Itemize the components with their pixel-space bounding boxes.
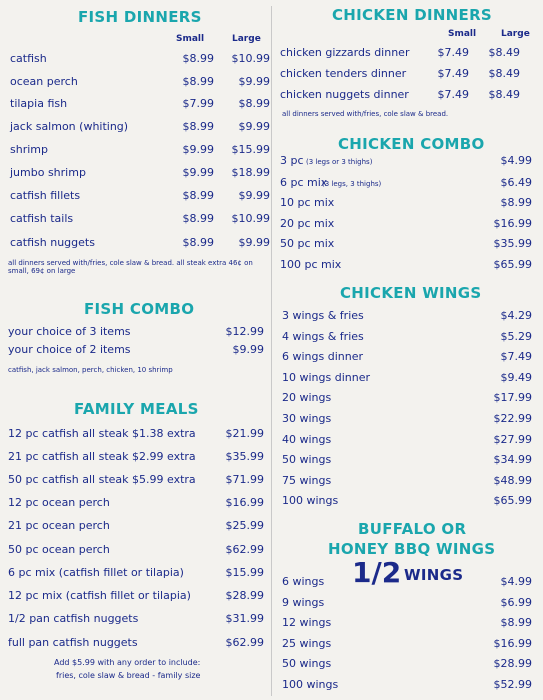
item-name: 50 pc catfish all steak $5.99 extra [8,473,196,486]
menu-item-row [8,636,264,650]
family-meals-title: FAMILY MEALS [74,400,199,418]
item-name: 12 wings [282,616,332,629]
price: $4.29 [500,309,532,322]
item-name: 6 pc mix (catfish fillet or tilapia) [8,566,184,579]
family-note-line1: Add $5.99 with any order to include: [54,658,201,667]
item-name: 100 pc mix [280,258,342,271]
price: $65.99 [493,494,532,507]
menu-item-row [280,258,532,272]
item-name: 20 pc mix [280,217,335,230]
chicken-dinners-note: all dinners served with/fries, cole slaw & bread. [282,110,449,118]
menu-item-row [282,391,532,405]
item-name: chicken nuggets dinner [280,88,409,101]
item-name: 50 wings [282,453,332,466]
item-name: chicken tenders dinner [280,67,407,80]
price-large: $8.49 [488,88,520,101]
item-name: 21 pc catfish all steak $2.99 extra [8,450,196,463]
menu-item-row [8,566,264,580]
price: $5.29 [500,330,532,343]
price-small: $7.49 [437,67,469,80]
item-detail: (3 legs, 3 thighs) [322,180,382,188]
price: $16.99 [493,217,532,230]
menu-item-row [8,450,264,464]
fish-large-header: Large [232,34,261,44]
price: $52.99 [493,678,532,691]
menu-item-row [10,189,270,203]
item-name: catfish tails [10,212,74,225]
menu-item-row [282,657,532,671]
item-name: ocean perch [10,75,78,88]
item-name: 3 pc [280,154,304,167]
price: $28.99 [493,657,532,670]
item-name: jumbo shrimp [10,166,86,179]
menu-item-row [282,596,532,610]
price: $6.99 [500,596,532,609]
price-large: $9.99 [238,75,270,88]
fish-dinners-note: all dinners served with/fries, cole slaw & bread. all steak extra 46¢ on small, 69¢ on large [8,259,253,275]
price: $35.99 [493,237,532,250]
menu-item-row [282,309,532,323]
price: $27.99 [493,433,532,446]
menu-item-row [8,496,264,510]
menu-item-row [282,433,532,447]
item-name: 25 wings [282,637,332,650]
menu-item-row [8,612,264,626]
chicken-small-header: Small [448,29,477,39]
price: $4.99 [500,154,532,167]
item-name: jack salmon (whiting) [10,120,129,133]
menu-item-row [8,589,264,603]
item-name: your choice of 3 items [8,325,131,338]
item-name: 12 pc ocean perch [8,496,110,509]
chicken-large-header: Large [501,29,530,39]
price-large: $8.49 [488,46,520,59]
price-large: $8.49 [488,67,520,80]
price-small: $7.99 [182,97,214,110]
menu-item-row [10,212,270,226]
price: $71.99 [225,473,264,486]
price: $62.99 [225,636,264,649]
price-large: $9.99 [238,189,270,202]
menu-item-row [10,166,270,180]
menu-item-row [10,143,270,157]
price: $8.99 [500,196,532,209]
price-large: $8.99 [238,97,270,110]
chicken-dinners-title: CHICKEN DINNERS [332,6,493,24]
item-name: chicken gizzards dinner [280,46,410,59]
item-name: 100 wings [282,678,339,691]
item-name: your choice of 2 items [8,343,131,356]
menu-item-row [280,196,532,210]
chicken-wings-title: CHICKEN WINGS [340,284,482,302]
menu-item-row [282,371,532,385]
item-name: 4 wings & fries [282,330,364,343]
price-small: $8.99 [182,52,214,65]
item-name: 50 wings [282,657,332,670]
price-large: $9.99 [238,236,270,249]
price-small: $8.99 [182,120,214,133]
price-small: $9.99 [182,166,214,179]
price: $21.99 [225,427,264,440]
price-large: $10.99 [231,52,270,65]
price-large: $10.99 [231,212,270,225]
price-small: $7.49 [437,46,469,59]
price-small: $9.99 [182,143,214,156]
item-name: 30 wings [282,412,332,425]
menu-item-row [10,52,270,66]
menu-item-row [10,236,270,250]
price: $65.99 [493,258,532,271]
item-name: 6 wings dinner [282,350,364,363]
item-name: 40 wings [282,433,332,446]
price: $15.99 [225,566,264,579]
fish-small-header: Small [176,34,205,44]
menu-item-row [280,176,532,190]
price: $28.99 [225,589,264,602]
menu-item-row [282,453,532,467]
family-note-line2: fries, cole slaw & bread - family size [56,671,201,680]
buffalo-title-line2: HONEY BBQ WINGS [328,540,496,558]
fish-combo-title: FISH COMBO [84,300,195,318]
item-name: 6 wings [282,575,325,588]
buffalo-title-line1: BUFFALO OR [358,520,467,538]
item-name: catfish [10,52,47,65]
menu-item-row [280,217,532,231]
fish-combo-note: catfish, jack salmon, perch, chicken, 10 shrimp [8,366,173,374]
price: $8.99 [500,616,532,629]
menu-item-row [10,97,270,111]
fish-dinners-title: FISH DINNERS [78,8,202,26]
price: $9.99 [232,343,264,356]
item-name: 3 wings & fries [282,309,364,322]
price: $16.99 [225,496,264,509]
menu-item-row [282,616,532,630]
item-name: full pan catfish nuggets [8,636,138,649]
price: $35.99 [225,450,264,463]
item-name: 6 pc mix [280,176,328,189]
price: $34.99 [493,453,532,466]
menu-item-row [282,412,532,426]
menu-item-row [8,343,264,357]
menu-item-row [8,427,264,441]
menu-item-row [280,154,532,168]
price: $25.99 [225,519,264,532]
menu-item-row [282,330,532,344]
item-name: tilapia fish [10,97,68,110]
item-detail: (3 legs or 3 thighs) [306,158,373,166]
price: $6.49 [500,176,532,189]
menu-item-row [282,350,532,364]
price-small: $8.99 [182,189,214,202]
price: $17.99 [493,391,532,404]
price: $4.99 [500,575,532,588]
price: $9.49 [500,371,532,384]
item-name: 20 wings [282,391,332,404]
item-name: 100 wings [282,494,339,507]
item-name: catfish nuggets [10,236,95,249]
menu-item-row [8,543,264,557]
price: $12.99 [225,325,264,338]
menu-item-row [8,473,264,487]
menu-item-row [282,575,532,589]
item-name: catfish fillets [10,189,81,202]
price-small: $8.99 [182,75,214,88]
menu-item-row [280,46,538,60]
price: $7.49 [500,350,532,363]
price: $31.99 [225,612,264,625]
item-name: 1/2 pan catfish nuggets [8,612,139,625]
price-large: $18.99 [231,166,270,179]
menu-item-row [282,637,532,651]
menu-item-row [10,75,270,89]
price: $16.99 [493,637,532,650]
menu-item-row [8,325,264,339]
price-small: $8.99 [182,212,214,225]
item-name: 21 pc ocean perch [8,519,110,532]
menu-item-row [280,88,538,102]
half-label: 1/2 [352,556,402,589]
item-name: 12 pc mix (catfish fillet or tilapia) [8,589,191,602]
menu-item-row [280,67,538,81]
price-large: $9.99 [238,120,270,133]
chicken-combo-title: CHICKEN COMBO [338,135,485,153]
price-small: $7.49 [437,88,469,101]
price: $62.99 [225,543,264,556]
item-name: shrimp [10,143,48,156]
price-small: $8.99 [182,236,214,249]
item-name: 9 wings [282,596,325,609]
item-name: 75 wings [282,474,332,487]
menu-item-row [282,474,532,488]
item-name: 12 pc catfish all steak $1.38 extra [8,427,196,440]
menu-item-row [280,237,532,251]
menu-item-row [10,120,270,134]
menu-item-row [8,519,264,533]
price: $22.99 [493,412,532,425]
price-large: $15.99 [231,143,270,156]
half-wings-label: WINGS [404,566,464,584]
item-name: 50 pc ocean perch [8,543,110,556]
column-divider [271,6,272,696]
item-name: 10 pc mix [280,196,335,209]
price: $48.99 [493,474,532,487]
item-name: 50 pc mix [280,237,335,250]
menu-item-row [282,678,532,692]
menu-item-row [282,494,532,508]
item-name: 10 wings dinner [282,371,370,384]
